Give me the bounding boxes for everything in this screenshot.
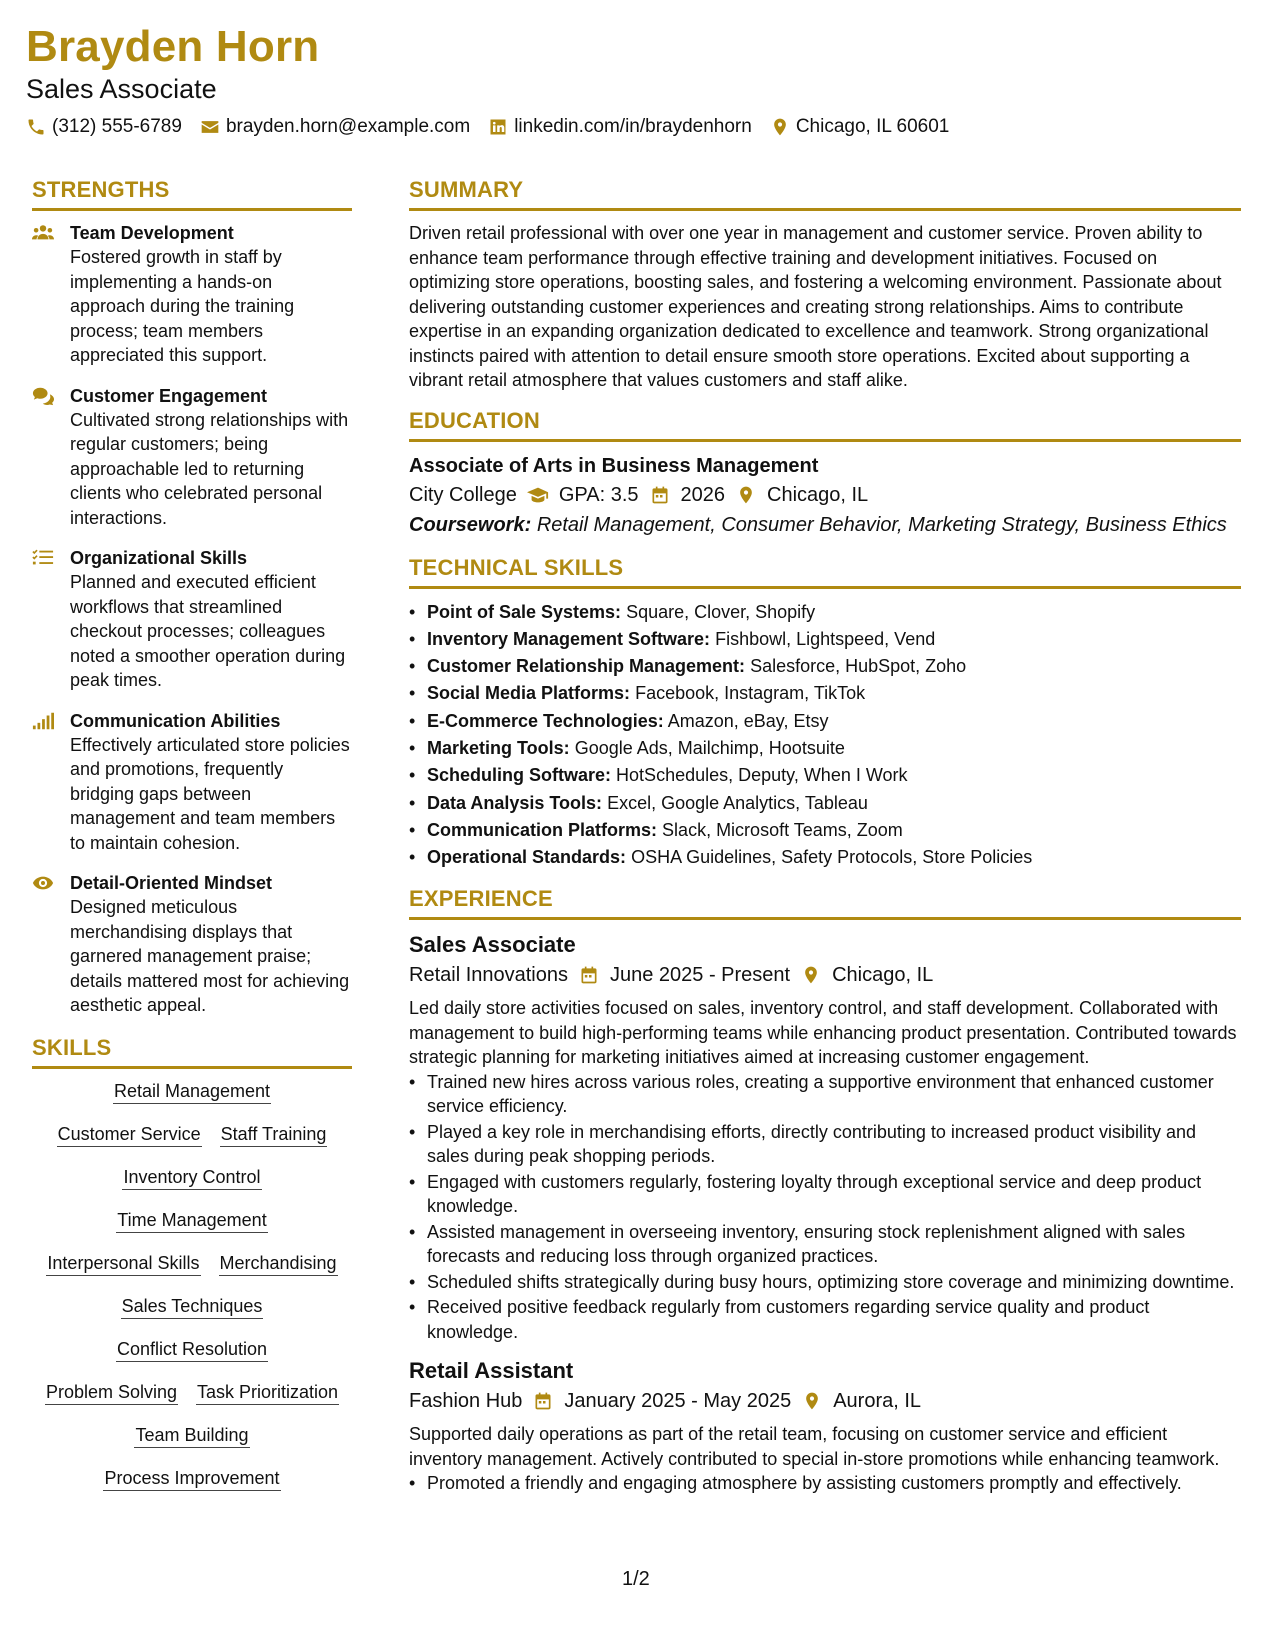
list-item: • Operational Standards: OSHA Guidelines, Safety Protocols, Store Policies (409, 844, 1241, 871)
list-item: • Point of Sale Systems: Square, Clover, Shopify (409, 599, 1241, 626)
phone-text: (312) 555-6789 (52, 116, 182, 137)
strength-title: Team Development (70, 223, 234, 243)
skill-tag: Task Prioritization (196, 1380, 339, 1405)
job-description: Led daily store activities focused on sales, inventory control, and staff development. Collaborated with management to build high-performing teams while enhancing product presentation. Contributed towards strategic planning for marketing initiatives aimed at increasing customer engagement. (409, 998, 1237, 1068)
strength-title: Organizational Skills (70, 548, 248, 568)
strengths-heading: STRENGTHS (32, 176, 352, 211)
job-title: Sales Associate (409, 932, 576, 958)
strength-item (32, 546, 352, 693)
strength-item (32, 709, 352, 856)
job-location: Chicago, IL (832, 964, 934, 987)
skill-tag: Customer Service (57, 1122, 202, 1147)
list-item: • Received positive feedback regularly from customers regarding service quality and product knowledge. (409, 1295, 1241, 1344)
strength-item (32, 221, 352, 368)
list-item: • Engaged with customers regularly, fostering loyalty through exceptional service and deep product knowledge. (409, 1170, 1241, 1219)
calendar-icon (578, 965, 600, 985)
strength-item (32, 871, 352, 1018)
education-location: Chicago, IL (767, 483, 869, 506)
left-column (32, 176, 352, 1509)
comments-icon (32, 386, 54, 406)
skill-tag: Retail Management (113, 1079, 271, 1104)
list-item: • Scheduled shifts strategically during busy hours, optimizing store coverage and minimizing downtime. (409, 1270, 1241, 1295)
job-meta (409, 960, 1241, 990)
skill-tag: Merchandising (219, 1251, 338, 1276)
gpa-text: GPA: 3.5 (558, 483, 639, 506)
experience-heading: EXPERIENCE (409, 885, 1241, 920)
list-check-icon (32, 548, 54, 568)
education-heading: EDUCATION (409, 407, 1241, 442)
list-item: • Inventory Management Software: Fishbowl, Lightspeed, Vend (409, 626, 1241, 653)
school-name: City College (409, 483, 517, 506)
skill-tag: Team Building (134, 1423, 249, 1448)
skill-tag: Sales Techniques (121, 1294, 264, 1319)
graduation-year: 2026 (680, 483, 725, 506)
users-icon (32, 223, 54, 243)
list-item: • Communication Platforms: Slack, Microsoft Teams, Zoom (409, 817, 1241, 844)
coursework-text: Retail Management, Consumer Behavior, Marketing Strategy, Business Ethics (536, 513, 1227, 536)
calendar-icon (649, 485, 671, 505)
right-column (409, 176, 1241, 1508)
strength-item (32, 384, 352, 531)
list-item: • Played a key role in merchandising efforts, directly contributing to increased product visibility and sales during peak shopping periods. (409, 1120, 1241, 1169)
skill-tag: Time Management (116, 1208, 267, 1233)
skill-tag: Conflict Resolution (116, 1337, 268, 1362)
job-entry (409, 930, 1241, 1344)
company-name: Retail Innovations (409, 964, 568, 987)
strength-desc: Designed meticulous merchandising displays that garnered management praise; details mattered most for achieving aesthetic appeal. (70, 897, 350, 1015)
list-item: • Scheduling Software: HotSchedules, Deputy, When I Work (409, 762, 1241, 789)
list-item: • Promoted a friendly and engaging atmosphere by assisting customers promptly and effectively. (409, 1471, 1241, 1496)
skill-tag: Inventory Control (122, 1165, 261, 1190)
strength-title: Customer Engagement (70, 385, 268, 406)
summary-heading: SUMMARY (409, 176, 1241, 211)
list-item: • Assisted management in overseeing inventory, ensuring stock replenishment aligned with sales forecasts and reducing loss through organized practices. (409, 1220, 1241, 1269)
skill-tag: Problem Solving (45, 1380, 178, 1405)
contact-email[interactable] (200, 116, 470, 138)
candidate-title: Sales Associate (26, 74, 217, 104)
technical-skills-list (409, 599, 1241, 872)
resume-header (26, 20, 1246, 138)
job-dates: January 2025 - May 2025 (564, 1390, 792, 1413)
coursework-line (409, 510, 1241, 540)
skill-tag: Process Improvement (103, 1466, 280, 1491)
technical-skills-heading: TECHNICAL SKILLS (409, 554, 1241, 589)
strength-desc: Effectively articulated store policies and promotions, frequently bridging gaps between management and team members to maintain cohesion. (70, 734, 350, 853)
page-number: 1/2 (622, 1568, 650, 1590)
coursework-label: Coursework: (409, 513, 532, 536)
skills-heading: SKILLS (32, 1034, 352, 1069)
skill-tag: Staff Training (220, 1122, 328, 1147)
job-bullets (409, 1070, 1241, 1345)
strength-desc: Fostered growth in staff by implementing a hands-on approach during the training process; team members appreciated this support. (70, 247, 295, 365)
phone-icon (26, 117, 46, 137)
job-entry (409, 1356, 1241, 1496)
location-text: Chicago, IL 60601 (795, 116, 950, 137)
linkedin-icon (488, 117, 508, 137)
job-title: Retail Assistant (409, 1358, 574, 1384)
list-item: • Marketing Tools: Google Ads, Mailchimp, Hootsuite (409, 735, 1241, 762)
summary-text: Driven retail professional with over one year in management and customer service. Proven ability to enhance team performance through effective training and development initiatives. Focused on optimizing store operations, boosting sales, and fostering a welcoming environment. Passionate about delivering outstanding customer experiences and creating strong relationships. Aims to contribute expertise in an expanding organization dedicated to excellence and teamwork. Strong organizational instincts paired with attention to detail ensure smooth store operations. Excited about supporting a vibrant retail atmosphere that values customers and staff alike. (409, 223, 1222, 390)
calendar-icon (532, 1391, 554, 1411)
job-meta (409, 1386, 1241, 1416)
list-item: • Data Analysis Tools: Excel, Google Analytics, Tableau (409, 790, 1241, 817)
job-bullets (409, 1471, 1241, 1496)
skills-tag-cloud (32, 1079, 352, 1509)
map-pin-icon (770, 117, 790, 137)
education-meta (409, 480, 1241, 510)
contact-location (770, 116, 950, 138)
envelope-icon (200, 117, 220, 137)
list-item: • Social Media Platforms: Facebook, Instagram, TikTok (409, 680, 1241, 707)
eye-icon (32, 873, 54, 893)
contact-phone (26, 116, 182, 138)
contact-bar (26, 116, 1246, 138)
list-item: • Trained new hires across various roles, creating a supportive environment that enhanced customer service efficiency. (409, 1070, 1241, 1119)
degree-title: Associate of Arts in Business Management (409, 454, 819, 477)
strength-desc: Planned and executed efficient workflows that streamlined checkout processes; colleagues noted a smoother operation during peak times. (70, 572, 346, 690)
strength-title: Detail-Oriented Mindset (70, 873, 273, 893)
job-description: Supported daily operations as part of the retail team, focusing on customer service and efficient inventory management. Actively contributed to special in-store promotions while enhancing teamwork. (409, 1424, 1220, 1469)
graduation-cap-icon (527, 485, 549, 505)
job-dates: June 2025 - Present (609, 964, 791, 987)
list-item: • Customer Relationship Management: Salesforce, HubSpot, Zoho (409, 653, 1241, 680)
company-name: Fashion Hub (409, 1390, 523, 1413)
map-pin-icon (735, 485, 757, 505)
list-item: • E-Commerce Technologies: Amazon, eBay, Etsy (409, 708, 1241, 735)
map-pin-icon (800, 965, 822, 985)
contact-linkedin[interactable] (488, 116, 752, 138)
linkedin-text[interactable]: linkedin.com/in/braydenhorn (514, 116, 752, 137)
job-location: Aurora, IL (833, 1390, 922, 1413)
skill-tag: Interpersonal Skills (46, 1251, 200, 1276)
signal-icon (32, 711, 54, 731)
strength-title: Communication Abilities (70, 710, 281, 731)
candidate-name: Brayden Horn (26, 22, 320, 71)
strength-desc: Cultivated strong relationships with regular customers; being approachable led to returning clients who celebrated personal interactions. (70, 409, 349, 528)
email-text[interactable]: brayden.horn@example.com (225, 116, 471, 137)
map-pin-icon (801, 1391, 823, 1411)
